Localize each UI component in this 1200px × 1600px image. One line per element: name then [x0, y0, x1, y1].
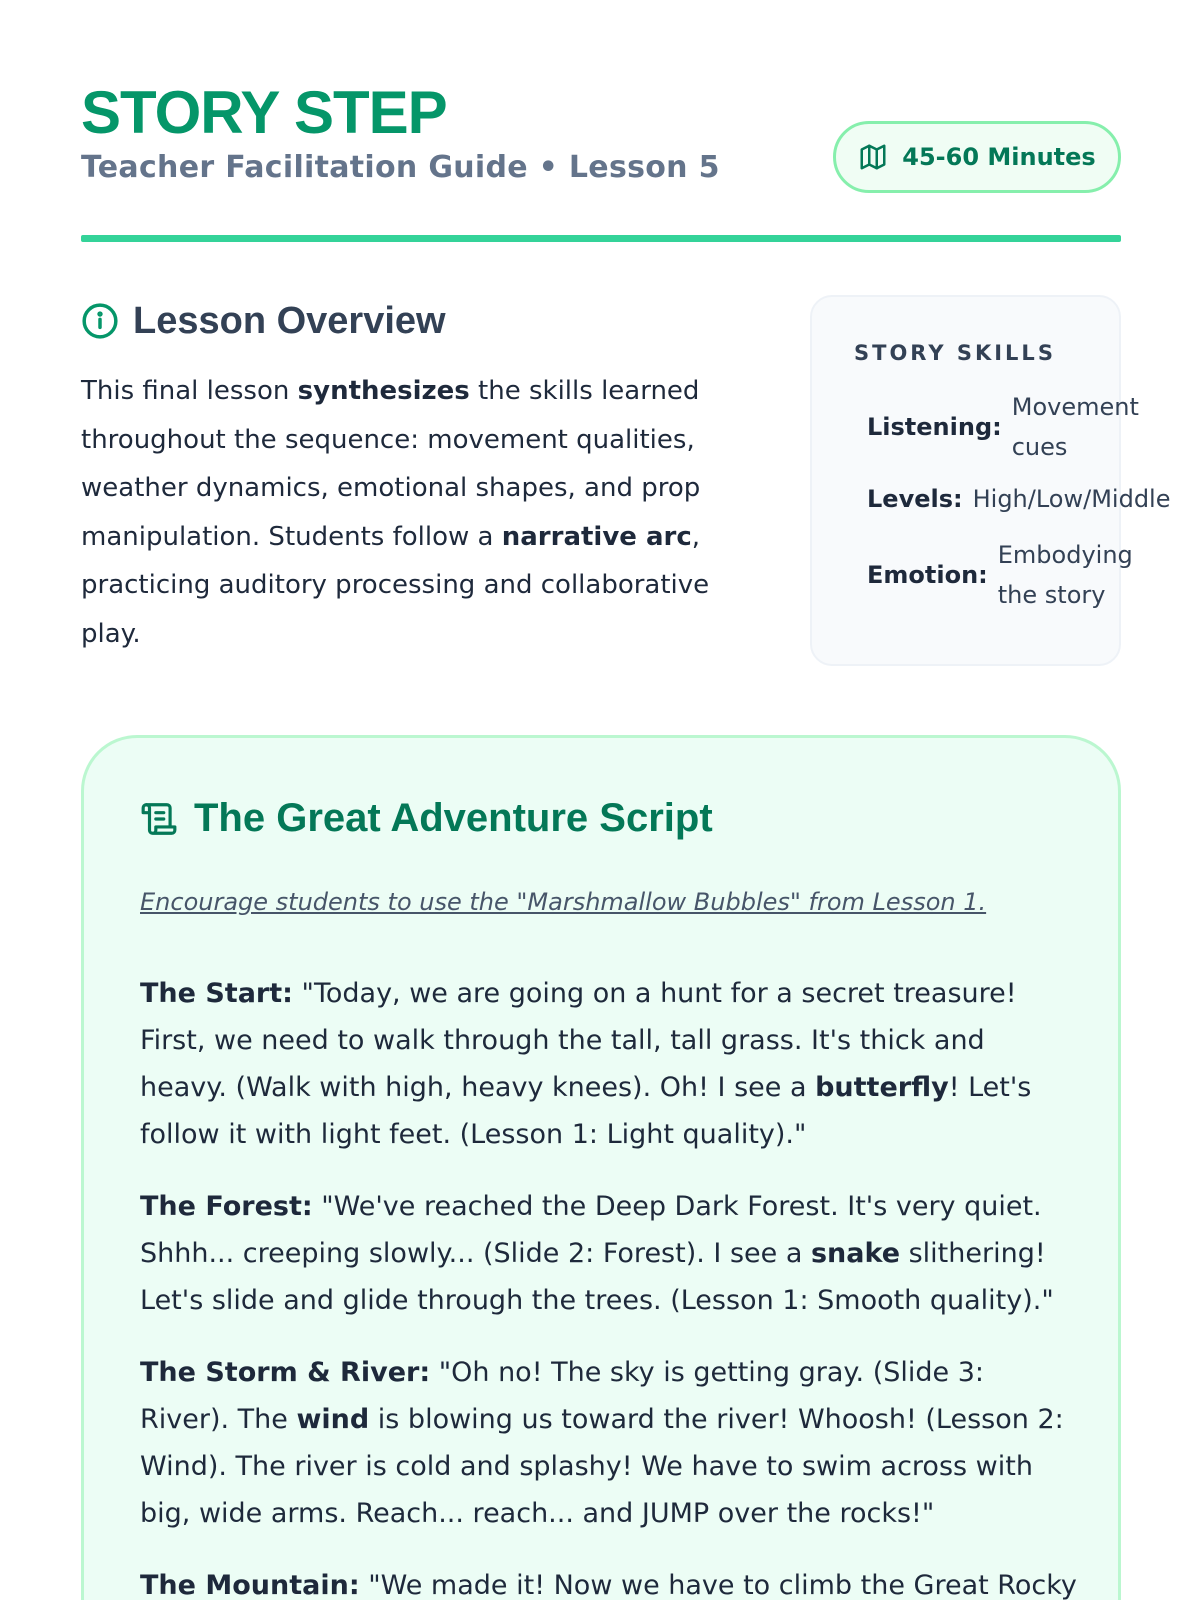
page-subtitle: Teacher Facilitation Guide • Lesson 5	[81, 150, 720, 185]
body-text: is blowing us toward the river! Whoosh! (Lesson 2: Wind). The river is cold and splashy! We have to swim across with big, wide arms. Reach... reach... and JUMP over the rocks!"	[140, 1404, 1064, 1529]
script-heading	[140, 796, 713, 841]
emphasis-text: snake	[810, 1238, 901, 1269]
paragraph-lead: The Forest:	[140, 1191, 313, 1222]
skill-value: Movement cues	[1011, 393, 1139, 461]
map-icon	[858, 142, 888, 172]
body-text: "Oh no! The sky is getting gray. (Slide 3: River). The	[140, 1357, 984, 1435]
scroll-icon	[140, 800, 178, 838]
lesson-overview	[81, 293, 731, 658]
skill-label: Emotion:	[867, 561, 988, 589]
body-text: slithering! Let's slide and glide through the trees. (Lesson 1: Smooth quality)."	[140, 1238, 1054, 1316]
header-divider	[81, 235, 1121, 242]
body-text: the skills learned throughout the sequence: movement qualities, weather dynamics, emotional shapes, and prop manipulation. Students follow a	[81, 376, 701, 552]
script-paragraph	[140, 970, 1080, 1158]
emphasis-text: wind	[296, 1404, 370, 1435]
script-paragraph	[140, 1562, 1080, 1600]
script-title: The Great Adventure Script	[194, 796, 713, 840]
body-text: "We made it! Now we have to climb the Great Rocky	[359, 1570, 1077, 1600]
paragraph-lead: The Mountain:	[140, 1570, 360, 1600]
skill-label: Levels:	[867, 485, 963, 513]
body-text: "Today, we are going on a hunt for a secret treasure! First, we need to walk through the tall, tall grass. It's thick and heavy. (Walk with high, heavy knees). Oh! I see a	[140, 978, 1017, 1103]
skill-row-emotion	[867, 535, 1187, 615]
body-text: This final lesson	[81, 376, 298, 406]
overview-text	[81, 367, 731, 658]
page-title: STORY STEP	[81, 79, 447, 146]
skills-title: STORY SKILLS	[854, 341, 1056, 365]
skill-label: Listening:	[867, 413, 1002, 441]
overview-heading	[81, 293, 731, 349]
script-note: Encourage students to use the "Marshmallow Bubbles" from Lesson 1.	[140, 888, 987, 916]
paragraph-lead: The Start:	[140, 978, 293, 1009]
skill-value: High/Low/Middle	[972, 485, 1171, 513]
body-text: ! Let's follow it with light feet. (Lesson 1: Light quality)."	[140, 1072, 1032, 1150]
script-body	[140, 970, 1080, 1600]
skill-row-listening	[867, 387, 1187, 467]
emphasis-text: narrative arc	[501, 521, 692, 552]
emphasis-text: synthesizes	[297, 376, 470, 406]
info-icon	[81, 302, 119, 340]
story-skills-card	[810, 295, 1171, 666]
adventure-script-card	[81, 735, 1121, 1600]
duration-badge	[833, 121, 1121, 193]
paragraph-lead: The Storm & River:	[140, 1357, 431, 1388]
script-paragraph	[140, 1183, 1080, 1324]
page-header	[81, 78, 1121, 243]
body-text: "We've reached the Deep Dark Forest. It's very quiet. Shhh... creeping slowly... (Slide 2: Forest). I see a	[140, 1191, 1042, 1269]
skill-row-levels	[867, 479, 1187, 519]
overview-title: Lesson Overview	[133, 299, 446, 342]
script-paragraph	[140, 1349, 1080, 1537]
body-text: , practicing auditory processing and collaborative play.	[81, 521, 710, 649]
emphasis-text: butterfly	[815, 1072, 949, 1103]
skill-value: Embodying the story	[997, 541, 1133, 609]
duration-label: 45-60 Minutes	[902, 143, 1096, 171]
